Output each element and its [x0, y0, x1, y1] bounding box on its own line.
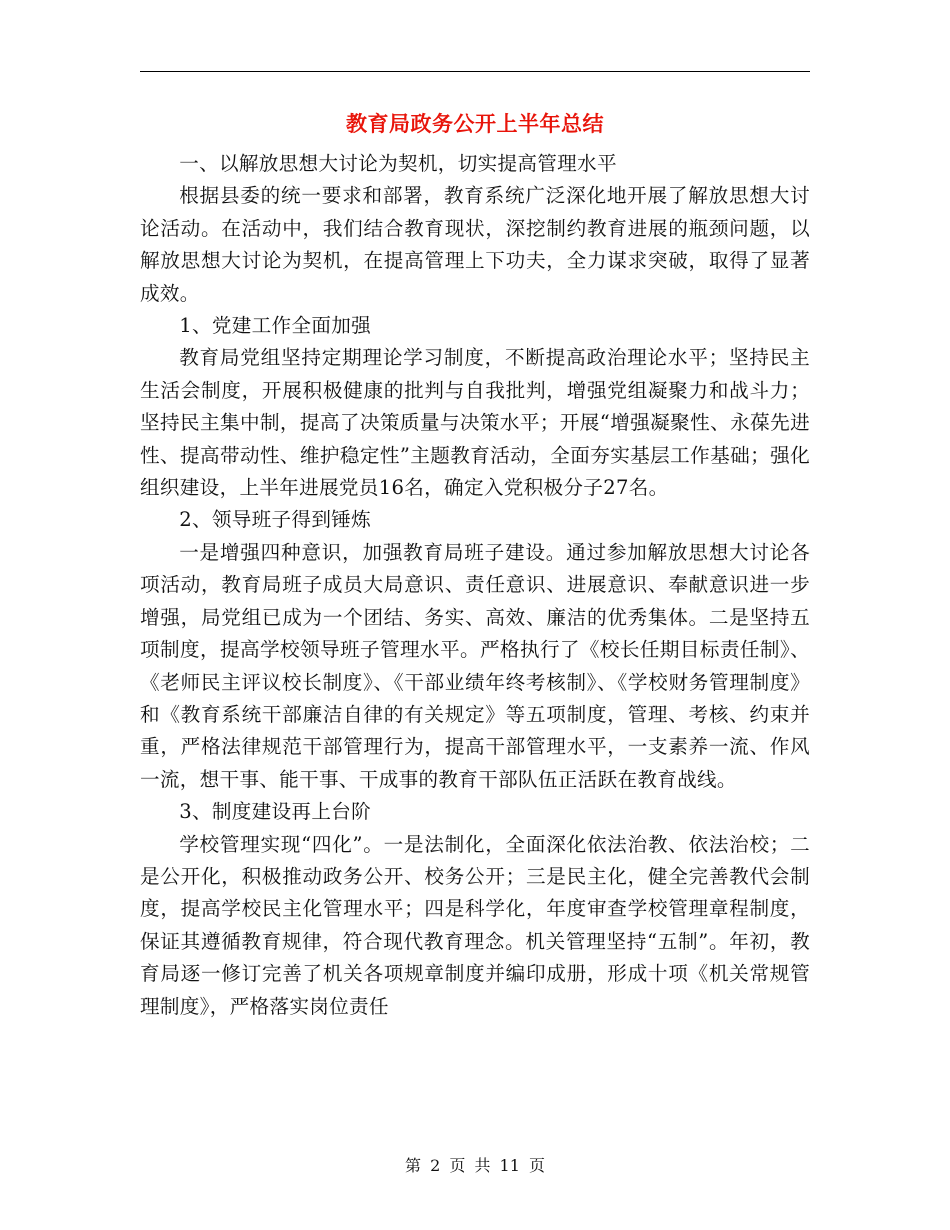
subsection-heading: 3、制度建设再上台阶: [179, 800, 371, 824]
document-title: 教育局政务公开上半年总结: [346, 111, 604, 136]
body-paragraph: 一是增强四种意识，加强教育局班子建设。通过参加解放思想大讨论各项活动，教育局班子成员大局意识、责任意识、进展意识、奉献意识进一步增强，局党组已成为一个团结、务实、高效、廉洁的优秀集体。二是坚持五项制度，提高学校领导班子管理水平。严格执行了《校长任期目标责任制》、《老师民主评议校长制度》、《干部业绩年终考核制》、《学校财务管理制度》和《教育系统干部廉洁自律的有关规定》等五项制度，管理、考核、约束并重，严格法律规范干部管理行为，提高干部管理水平，一支素养一流、作风一流，想干事、能干事、干成事的教育干部队伍正活跃在教育战线。: [140, 540, 810, 791]
subsection-heading: 2、领导班子得到锤炼: [179, 508, 371, 532]
section-heading: 一、以解放思想大讨论为契机，切实提高管理水平: [179, 152, 617, 175]
page-footer: 第 2 页 共 11 页: [405, 1156, 545, 1175]
document-body: [140, 148, 810, 1023]
body-paragraph: 根据县委的统一要求和部署，教育系统广泛深化地开展了解放思想大讨论活动。在活动中，我们结合教育现状，深挖制约教育进展的瓶颈问题，以解放思想大讨论为契机，在提高管理上下功夫，全力谋求突破，取得了显著成效。: [140, 184, 810, 305]
body-paragraph: 教育局党组坚持定期理论学习制度，不断提高政治理论水平；坚持民主生活会制度，开展积极健康的批判与自我批判，增强党组凝聚力和战斗力；坚持民主集中制，提高了决策质量与决策水平；开展“增强凝聚性、永葆先进性、提高带动性、维护稳定性”主题教育活动，全面夯实基层工作基础；强化组织建设，上半年进展党员16名，确定入党积极分子27名。: [140, 346, 810, 500]
header-rule: [140, 71, 810, 72]
body-paragraph: 学校管理实现“四化”。一是法制化，全面深化依法治教、依法治校；二是公开化，积极推动政务公开、校务公开；三是民主化，健全完善教代会制度，提高学校民主化管理水平；四是科学化，年度审查学校管理章程制度，保证其遵循教育规律，符合现代教育理念。机关管理坚持“五制”。年初，教育局逐一修订完善了机关各项规章制度并编印成册，形成十项《机关常规管理制度》，严格落实岗位责任: [140, 832, 810, 1018]
subsection-heading: 1、党建工作全面加强: [179, 314, 371, 338]
